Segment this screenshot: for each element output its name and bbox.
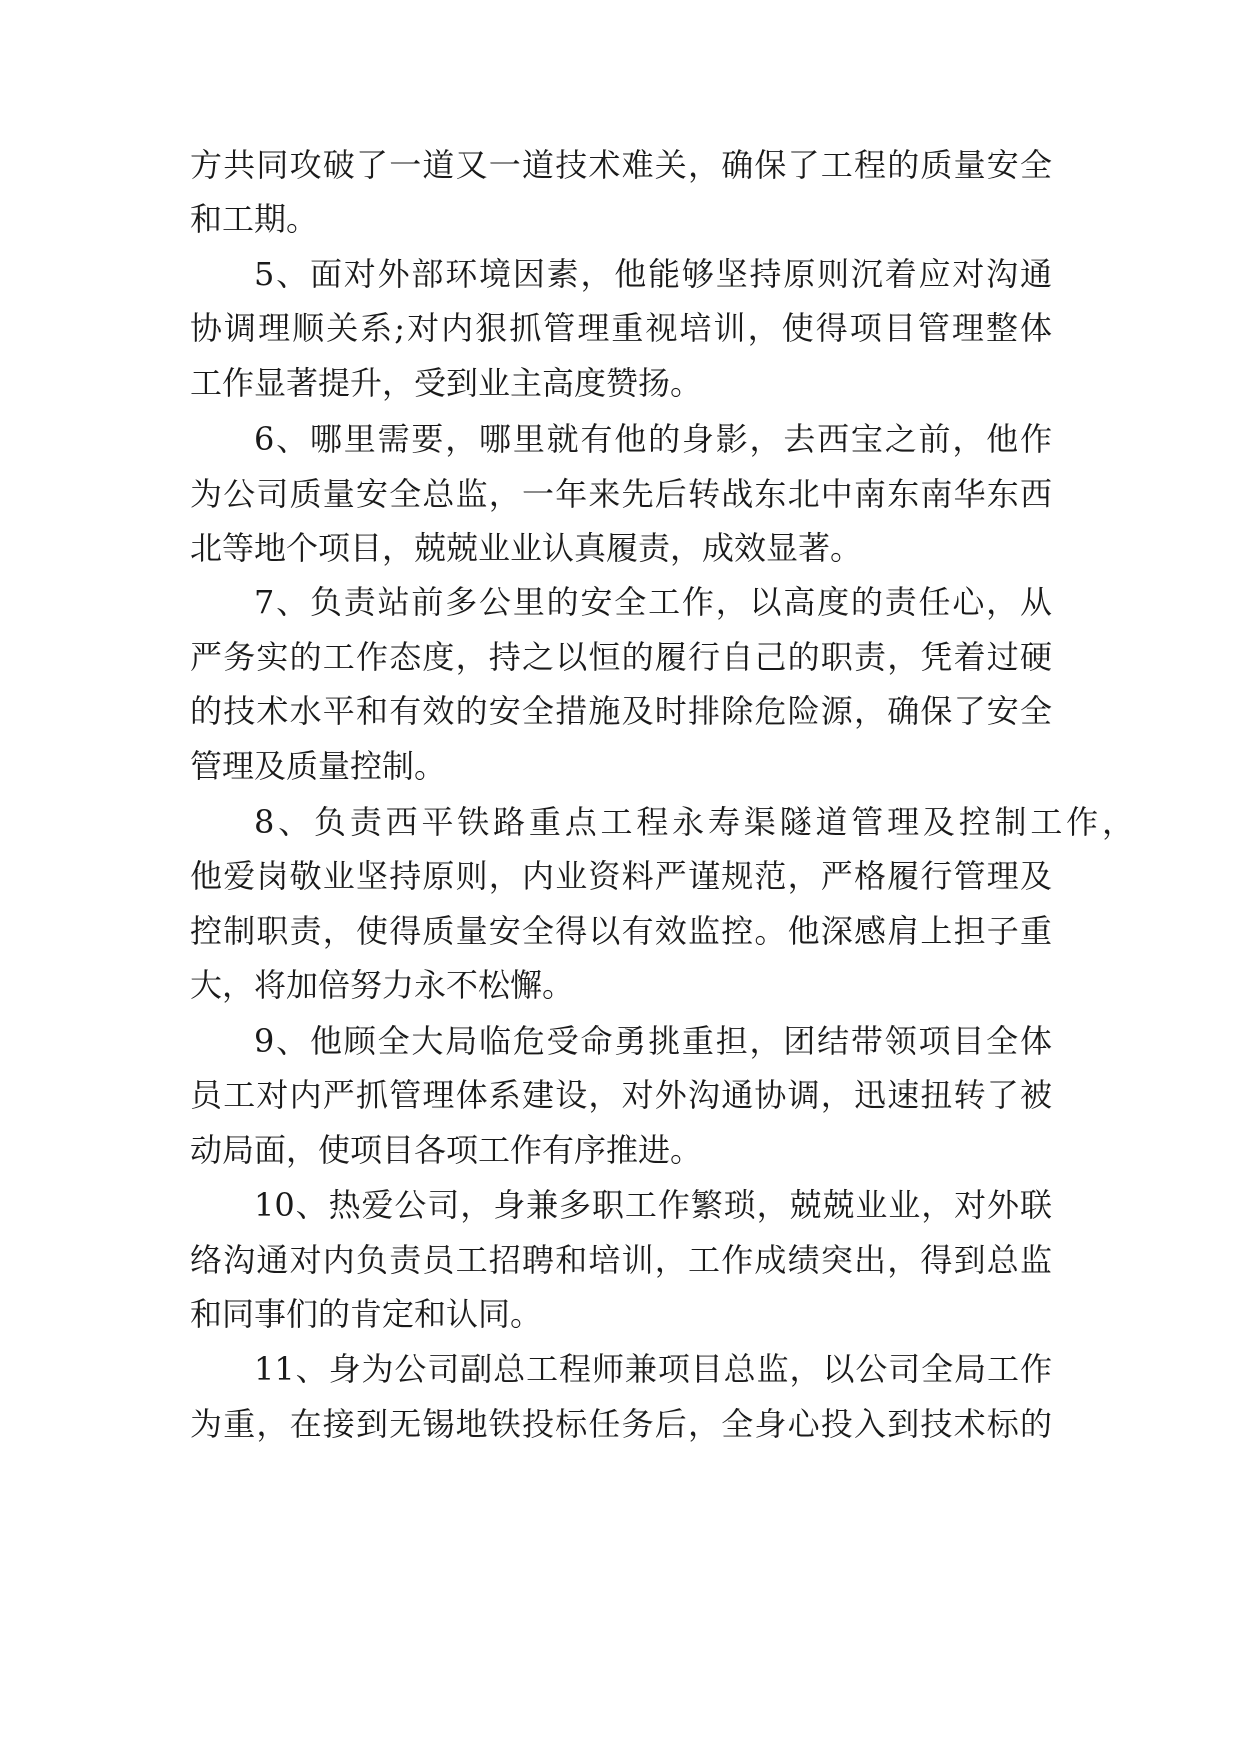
text-line: 协调理顺关系;对内狠抓管理重视培训，使得项目管理整体 bbox=[190, 309, 1052, 347]
text-line: 员工对内严抓管理体系建设，对外沟通协调，迅速扭转了被 bbox=[190, 1076, 1052, 1114]
text-line: 的技术水平和有效的安全措施及时排除危险源，确保了安全 bbox=[190, 692, 1052, 730]
paragraph-8-first-line: 8、负责西平铁路重点工程永寿渠隧道管理及控制工作， bbox=[254, 803, 1134, 841]
paragraph-11-first-line: 11、身为公司副总工程师兼项目总监，以公司全局工作 bbox=[254, 1350, 1052, 1388]
text-line: 为公司质量安全总监，一年来先后转战东北中南东南华东西 bbox=[190, 475, 1052, 513]
text-line: 为重，在接到无锡地铁投标任务后，全身心投入到技术标的 bbox=[190, 1405, 1052, 1443]
text-line: 北等地个项目，兢兢业业认真履责，成效显著。 bbox=[190, 529, 863, 567]
text-line: 方共同攻破了一道又一道技术难关，确保了工程的质量安全 bbox=[190, 146, 1052, 184]
text-line: 控制职责，使得质量安全得以有效监控。他深感肩上担子重 bbox=[190, 912, 1052, 950]
paragraph-7-first-line: 7、负责站前多公里的安全工作，以高度的责任心，从 bbox=[254, 583, 1052, 621]
text-line: 严务实的工作态度，持之以恒的履行自己的职责，凭着过硬 bbox=[190, 638, 1052, 676]
text-line: 和工期。 bbox=[190, 200, 319, 238]
text-line: 络沟通对内负责员工招聘和培训，工作成绩突出，得到总监 bbox=[190, 1241, 1052, 1279]
paragraph-10-first-line: 10、热爱公司，身兼多职工作繁琐，兢兢业业，对外联 bbox=[254, 1186, 1052, 1224]
text-line: 管理及质量控制。 bbox=[190, 747, 447, 785]
text-line: 工作显著提升，受到业主高度赞扬。 bbox=[190, 364, 703, 402]
paragraph-6-first-line: 6、哪里需要，哪里就有他的身影，去西宝之前，他作 bbox=[254, 420, 1052, 458]
text-line: 他爱岗敬业坚持原则，内业资料严谨规范，严格履行管理及 bbox=[190, 857, 1052, 895]
text-line: 大，将加倍努力永不松懈。 bbox=[190, 966, 575, 1004]
text-line: 动局面，使项目各项工作有序推进。 bbox=[190, 1131, 703, 1169]
paragraph-9-first-line: 9、他顾全大局临危受命勇挑重担，团结带领项目全体 bbox=[254, 1022, 1052, 1060]
text-line: 和同事们的肯定和认同。 bbox=[190, 1295, 543, 1333]
paragraph-5-first-line: 5、面对外部环境因素，他能够坚持原则沉着应对沟通 bbox=[254, 255, 1052, 293]
